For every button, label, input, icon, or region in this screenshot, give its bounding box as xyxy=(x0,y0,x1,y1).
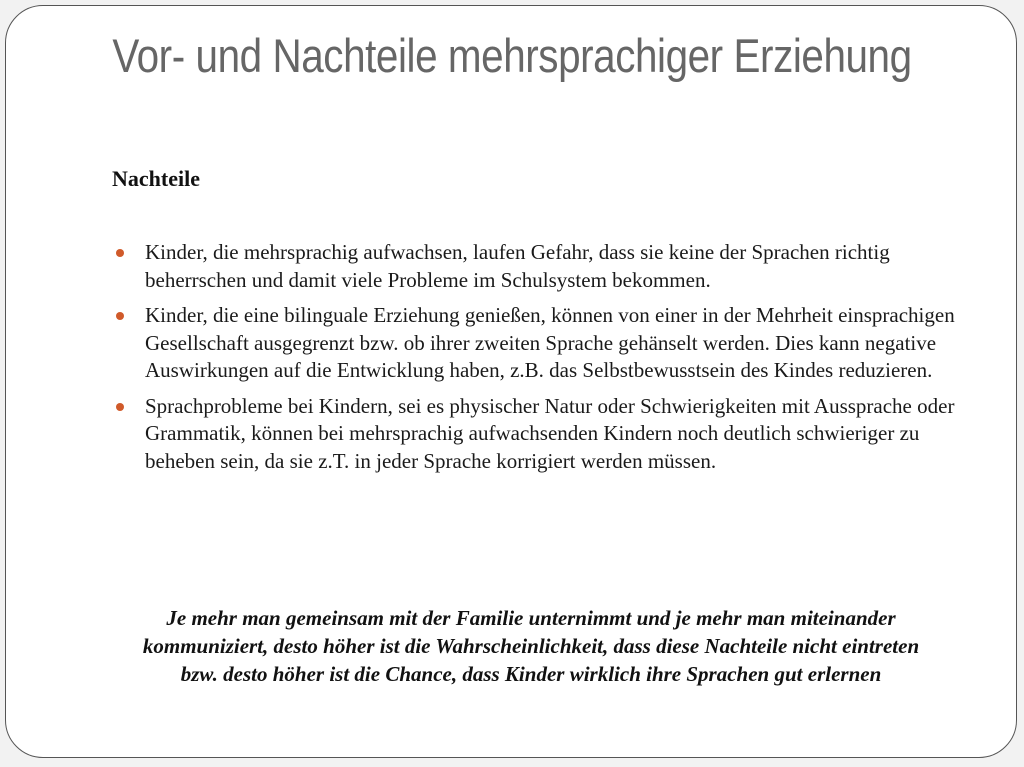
bullet-item xyxy=(112,239,982,294)
bullet-item xyxy=(112,393,982,476)
section-heading: Nachteile xyxy=(112,166,200,191)
bullet-text: Kinder, die eine bilinguale Erziehung genießen, können von einer in der Mehrheit einsprachigen Gesellschaft ausgegrenzt bzw. ob ihrer zweiten Sprache gehänselt werden. Dies kann negative Auswirkungen auf die Entwicklung haben, z.B. das Selbstbewusstsein des Kindes reduzieren. xyxy=(145,303,955,382)
bullet-text: Sprachprobleme bei Kindern, sei es physischer Natur oder Schwierigkeiten mit Aussprache oder Grammatik, können bei mehrsprachig aufwachsenden Kindern noch deutlich schwieriger zu beheben sein, da sie z.T. in jeder Sprache korrigiert werden müssen. xyxy=(145,393,955,473)
slide-title: Vor- und Nachteile mehrsprachiger Erziehung xyxy=(112,29,912,82)
bullet-dot-icon xyxy=(116,312,124,320)
bullet-item xyxy=(112,302,982,385)
bullet-dot-icon xyxy=(116,403,124,411)
bullet-text: Kinder, die mehrsprachig aufwachsen, laufen Gefahr, dass sie keine der Sprachen richtig beherrschen und damit viele Probleme im Schulsystem bekommen. xyxy=(145,240,890,292)
closing-quote: Je mehr man gemeinsam mit der Familie unternimmt und je mehr man miteinander kommuniziert, desto höher ist die Wahrscheinlichkeit, dass diese Nachteile nicht eintreten bzw. desto höher ist die Chance, dass Kinder wirklich ihre Sprachen gut erlernen xyxy=(142,606,920,686)
bullet-dot-icon xyxy=(116,249,124,257)
bullet-list xyxy=(112,239,982,483)
slide-frame xyxy=(5,5,1017,758)
